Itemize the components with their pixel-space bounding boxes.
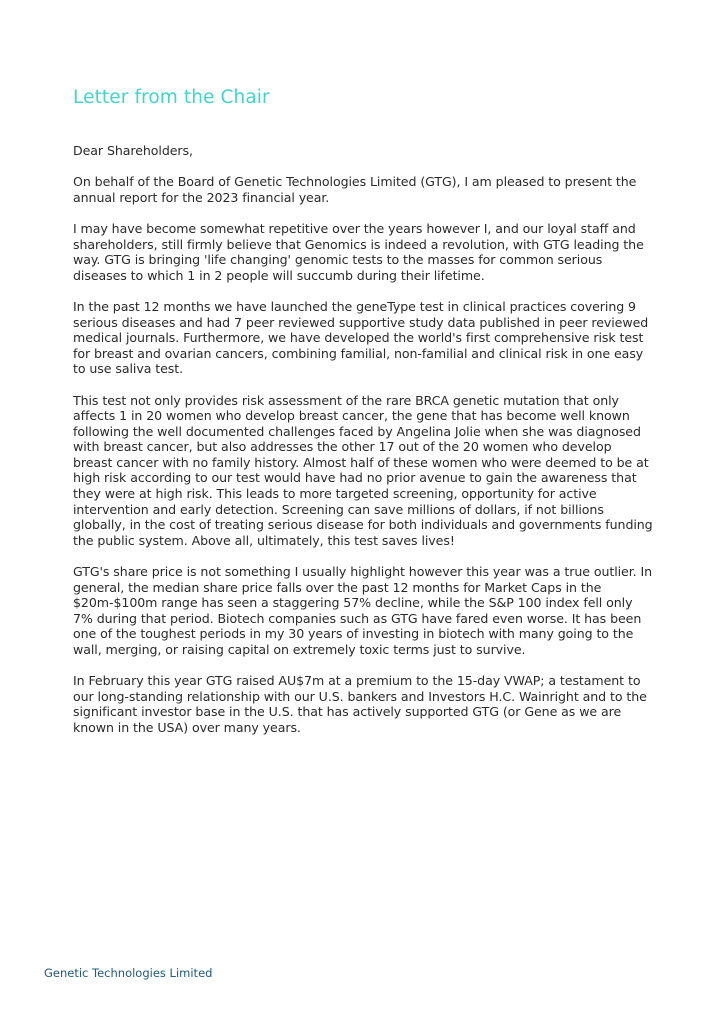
page-title: Letter from the Chair (73, 87, 270, 108)
letter-body (73, 143, 653, 751)
letter-paragraph: This test not only provides risk assessment of the rare BRCA genetic mutation that only affects 1 in 20 women who develop breast cancer, the gene that has become well known following the well documented challenges faced by Angelina Jolie when she was diagnosed with breast cancer, but also addresses the other 17 out of the 20 women who develop breast cancer with no family history. Almost half of these women who were deemed to be at high risk according to our test would have had no prior avenue to gain the awareness that they were at high risk. This leads to more targeted screening, opportunity for active intervention and early detection. Screening can save millions of dollars, if not billions globally, in the cost of treating serious disease for both individuals and governments funding the public system. Above all, ultimately, this test saves lives! (73, 392, 653, 548)
letter-paragraph: I may have become somewhat repetitive over the years however I, and our loyal staff and shareholders, still firmly believe that Genomics is indeed a revolution, with GTG leading the way. GTG is bringing 'life changing' genomic tests to the masses for common serious diseases to which 1 in 2 people will succumb during their lifetime. (73, 220, 644, 283)
letter-paragraph: On behalf of the Board of Genetic Technologies Limited (GTG), I am pleased to present the annual report for the 2023 financial year. (73, 174, 637, 205)
salutation: Dear Shareholders, (73, 143, 193, 158)
footer-company-name: Genetic Technologies Limited (44, 966, 213, 980)
letter-paragraph: In February this year GTG raised AU$7m at a premium to the 15-day VWAP; a testament to our long-standing relationship with our U.S. bankers and Investors H.C. Wainright and to the significant investor base in the U.S. that has actively supported GTG (or Gene as we are known in the USA) over many years. (73, 673, 647, 735)
letter-paragraph: GTG's share price is not something I usually highlight however this year was a true outlier. In general, the median share price falls over the past 12 months for Market Caps in the $20m-$100m range has seen a staggering 57% decline, while the S&P 100 index fell only 7% during that period. Biotech companies such as GTG have fared even worse. It has been one of the toughest periods in my 30 years of investing in biotech with many going to the wall, merging, or raising capital on extremely toxic terms just to survive. (73, 564, 653, 657)
letter-paragraph: In the past 12 months we have launched the geneType test in clinical practices covering 9 serious diseases and had 7 peer reviewed supportive study data published in peer reviewed medical journals. Furthermore, we have developed the world's first comprehensive risk test for breast and ovarian cancers, combining familial, non-familial and clinical risk in one easy to use saliva test. (73, 298, 649, 377)
